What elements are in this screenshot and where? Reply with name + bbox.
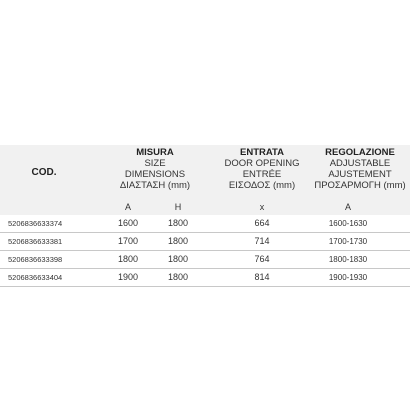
misura-line-2: DIMENSIONS — [124, 169, 186, 180]
table-row — [0, 215, 410, 233]
entrata-title: ENTRATA — [240, 147, 284, 158]
subheader-x-opening: x — [259, 202, 265, 212]
subheader-a-adjustable: A — [344, 202, 351, 212]
table-row — [0, 269, 410, 287]
row-code: 5206836633404 — [8, 273, 63, 282]
row-height-h: 1800 — [167, 254, 189, 264]
row-height-h: 1800 — [167, 272, 189, 282]
row-height-h: 1800 — [167, 218, 189, 228]
table-subheader — [0, 199, 410, 215]
subheader-a-width: A — [124, 202, 131, 212]
regolazione-line-3: ΠΡΟΣΑΡΜΟΓΗ (mm) — [314, 180, 406, 191]
row-adjustable-range: 1800-1830 — [328, 255, 368, 264]
row-width-a: 1900 — [117, 272, 139, 282]
row-code: 5206836633374 — [8, 219, 63, 228]
row-adjustable-range: 1700-1730 — [328, 237, 368, 246]
row-width-a: 1800 — [117, 254, 139, 264]
subheader-h-height: H — [174, 202, 182, 212]
row-opening-x: 814 — [254, 272, 270, 282]
row-opening-x: 764 — [254, 254, 270, 264]
table-row — [0, 251, 410, 269]
regolazione-title: REGOLAZIONE — [325, 147, 395, 158]
regolazione-line-1: ADJUSTABLE — [329, 158, 391, 169]
row-code: 5206836633381 — [8, 237, 63, 246]
table-row — [0, 233, 410, 251]
table-header — [0, 145, 410, 199]
row-code: 5206836633398 — [8, 255, 63, 264]
row-width-a: 1600 — [117, 218, 139, 228]
row-height-h: 1800 — [167, 236, 189, 246]
misura-header — [100, 147, 210, 191]
regolazione-header — [310, 147, 410, 191]
row-width-a: 1700 — [117, 236, 139, 246]
regolazione-line-2: AJUSTEMENT — [328, 169, 392, 180]
misura-line-3: ΔΙΑΣΤΑΣΗ (mm) — [119, 180, 191, 191]
entrata-line-1: DOOR OPENING — [224, 158, 300, 169]
spec-table — [0, 145, 410, 287]
row-opening-x: 664 — [254, 218, 270, 228]
misura-title: MISURA — [136, 147, 174, 158]
entrata-line-3: ΕΙΣΟΔΟΣ (mm) — [228, 180, 296, 191]
entrata-line-2: ENTRÉE — [242, 169, 282, 180]
entrata-header — [210, 147, 314, 191]
row-adjustable-range: 1600-1630 — [328, 219, 368, 228]
cod-header: COD. — [31, 167, 57, 178]
row-opening-x: 714 — [254, 236, 270, 246]
row-adjustable-range: 1900-1930 — [328, 273, 368, 282]
misura-line-1: SIZE — [144, 158, 166, 169]
